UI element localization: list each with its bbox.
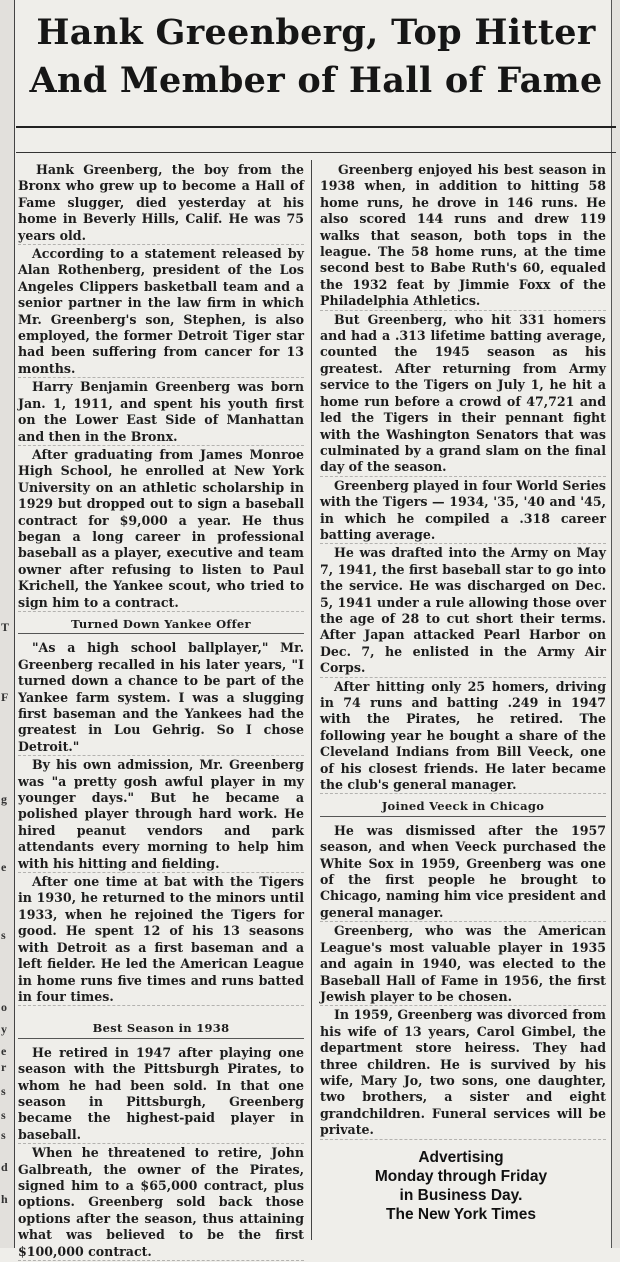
article-paragraph: When he threatened to retire, John Galbreath, the owner of the Pirates, signed him to a $65,000 contract, plus options. Greenberg sold back those options after the season, thus attaining what was believed to be the first $100,000 contract. [18, 1145, 304, 1261]
margin-fragment: o [1, 1000, 7, 1014]
margin-fragment: s [1, 928, 6, 942]
article-paragraph: He was drafted into the Army on May 7, 1941, the first baseball star to go into the service. He was discharged on Dec. 5, 1941 under a rule allowing those over the age of 28 to cut short their terms. After Japan attacked Pearl Harbor on Dec. 7, he enlisted in the Army Air Corps. [320, 545, 606, 677]
ad-line: Advertising [418, 1149, 504, 1166]
ad-line: in Business Day. [399, 1187, 523, 1204]
article-paragraph: He was dismissed after the 1957 season, and when Veeck purchased the White Sox in 1959, Greenberg was one of the first people he brought to Chicago, naming him vice president and general manager. [320, 823, 606, 922]
article-column-right [320, 162, 606, 1141]
margin-fragment: s [1, 1128, 6, 1142]
article-paragraph: After graduating from James Monroe High School, he enrolled at New York University on an athletic scholarship in 1929 but dropped out to sign a baseball contract for $9,000 a year. He thus began a long career in professional baseball as a player, executive and team owner after refusing to listen to Paul Krichell, the Yankee scout, who tried to sign him to a contract. [18, 447, 304, 612]
margin-fragment: e [1, 1044, 7, 1058]
ad-line: The New York Times [386, 1206, 536, 1223]
section-subhead: Joined Veeck in Chicago [320, 798, 606, 816]
section-subhead: Best Season in 1938 [18, 1020, 304, 1038]
article-paragraph: Hank Greenberg, the boy from the Bronx who grew up to become a Hall of Fame slugger, died yesterday at his home in Beverly Hills, Calif. He was 75 years old. [18, 162, 304, 245]
advertisement-box [328, 1148, 594, 1224]
article-paragraph: By his own admission, Mr. Greenberg was "a pretty gosh awful player in my younger days." But he became a polished player through hard work. He hired peanut vendors and park attendants every morning to help him with his hitting and fielding. [18, 757, 304, 873]
margin-fragment: h [1, 1192, 8, 1206]
article-paragraph: But Greenberg, who hit 331 homers and had a .313 lifetime batting average, counted the 1945 season as his greatest. After returning from Army service to the Tigers on July 1, he hit a home run before a crowd of 47,721 and led the Tigers in their pennant fight with the Washington Senators that was culminated by a grand slam on the final day of the season. [320, 312, 606, 477]
article-paragraph: According to a statement released by Alan Rothenberg, president of the Los Angeles Clippers basketball team and a senior partner in the law firm in which Mr. Greenberg's son, Stephen, is also employed, the former Detroit Tiger star had been suffering from cancer for 13 months. [18, 246, 304, 378]
margin-fragment: s [1, 1084, 6, 1098]
headline-line-2: And Member of Hall of Fame [29, 60, 603, 101]
margin-fragment: r [1, 1060, 7, 1074]
article-paragraph: Greenberg played in four World Series with the Tigers — 1934, '35, '40 and '45, in which he compiled a .318 career batting average. [320, 478, 606, 545]
margin-fragment: y [1, 1022, 7, 1036]
article-headline [16, 6, 616, 108]
margin-fragment: T [1, 620, 10, 634]
margin-fragment: d [1, 1160, 8, 1174]
headline-rule [16, 126, 616, 128]
headline-rule-lower [16, 152, 616, 153]
ad-line: Monday through Friday [374, 1168, 548, 1185]
article-paragraph: After hitting only 25 homers, driving in 74 runs and batting .249 in 1947 with the Pirates, he retired. The following year he bought a share of the Cleveland Indians from Bill Veeck, one of his closest friends. He later became the club's general manager. [320, 679, 606, 795]
article-paragraph: Greenberg, who was the American League's most valuable player in 1935 and again in 1940, was elected to the Baseball Hall of Fame in 1956, the first Jewish player to be chosen. [320, 923, 606, 1006]
column-divider [311, 160, 312, 1240]
margin-fragment: g [1, 792, 7, 806]
article-column-left [18, 162, 304, 1262]
margin-fragment: e [1, 860, 7, 874]
headline-line-1: Hank Greenberg, Top Hitter [36, 12, 596, 53]
article-paragraph: "As a high school ballplayer," Mr. Greenberg recalled in his later years, "I turned down a chance to be part of the Yankee farm system. I was a slugging first baseman and the Yankees had the greatest in Lou Gehrig. So I chose Detroit." [18, 640, 304, 756]
margin-fragment: F [1, 690, 9, 704]
article-paragraph: He retired in 1947 after playing one season with the Pittsburgh Pirates, to whom he had been sold. In that one season in Pittsburgh, Greenberg became the highest-paid player in baseball. [18, 1045, 304, 1144]
article-paragraph: Greenberg enjoyed his best season in 1938 when, in addition to hitting 58 home runs, he drove in 146 runs. He also scored 144 runs and drew 119 walks that season, both tops in the league. The 58 home runs, at the time second best to Babe Ruth's 60, equaled the 1932 feat by Jimmie Foxx of the Philadelphia Athletics. [320, 162, 606, 311]
right-page-edge [611, 0, 620, 1248]
margin-fragment: s [1, 1108, 6, 1122]
article-paragraph: After one time at bat with the Tigers in 1930, he returned to the minors until 1933, when he rejoined the Tigers for good. He spent 12 of his 13 seasons with Detroit as a first baseman and a left fielder. He led the American League in home runs five times and runs batted in four times. [18, 874, 304, 1006]
article-paragraph: Harry Benjamin Greenberg was born Jan. 1, 1911, and spent his youth first on the Lower East Side of Manhattan and then in the Bronx. [18, 379, 304, 446]
article-paragraph: In 1959, Greenberg was divorced from his wife of 13 years, Carol Gimbel, the department store heiress. They had three children. He is survived by his wife, Mary Jo, two sons, one daughter, two brothers, a sister and eight grandchildren. Funeral services will be private. [320, 1007, 606, 1139]
section-subhead: Turned Down Yankee Offer [18, 616, 304, 634]
